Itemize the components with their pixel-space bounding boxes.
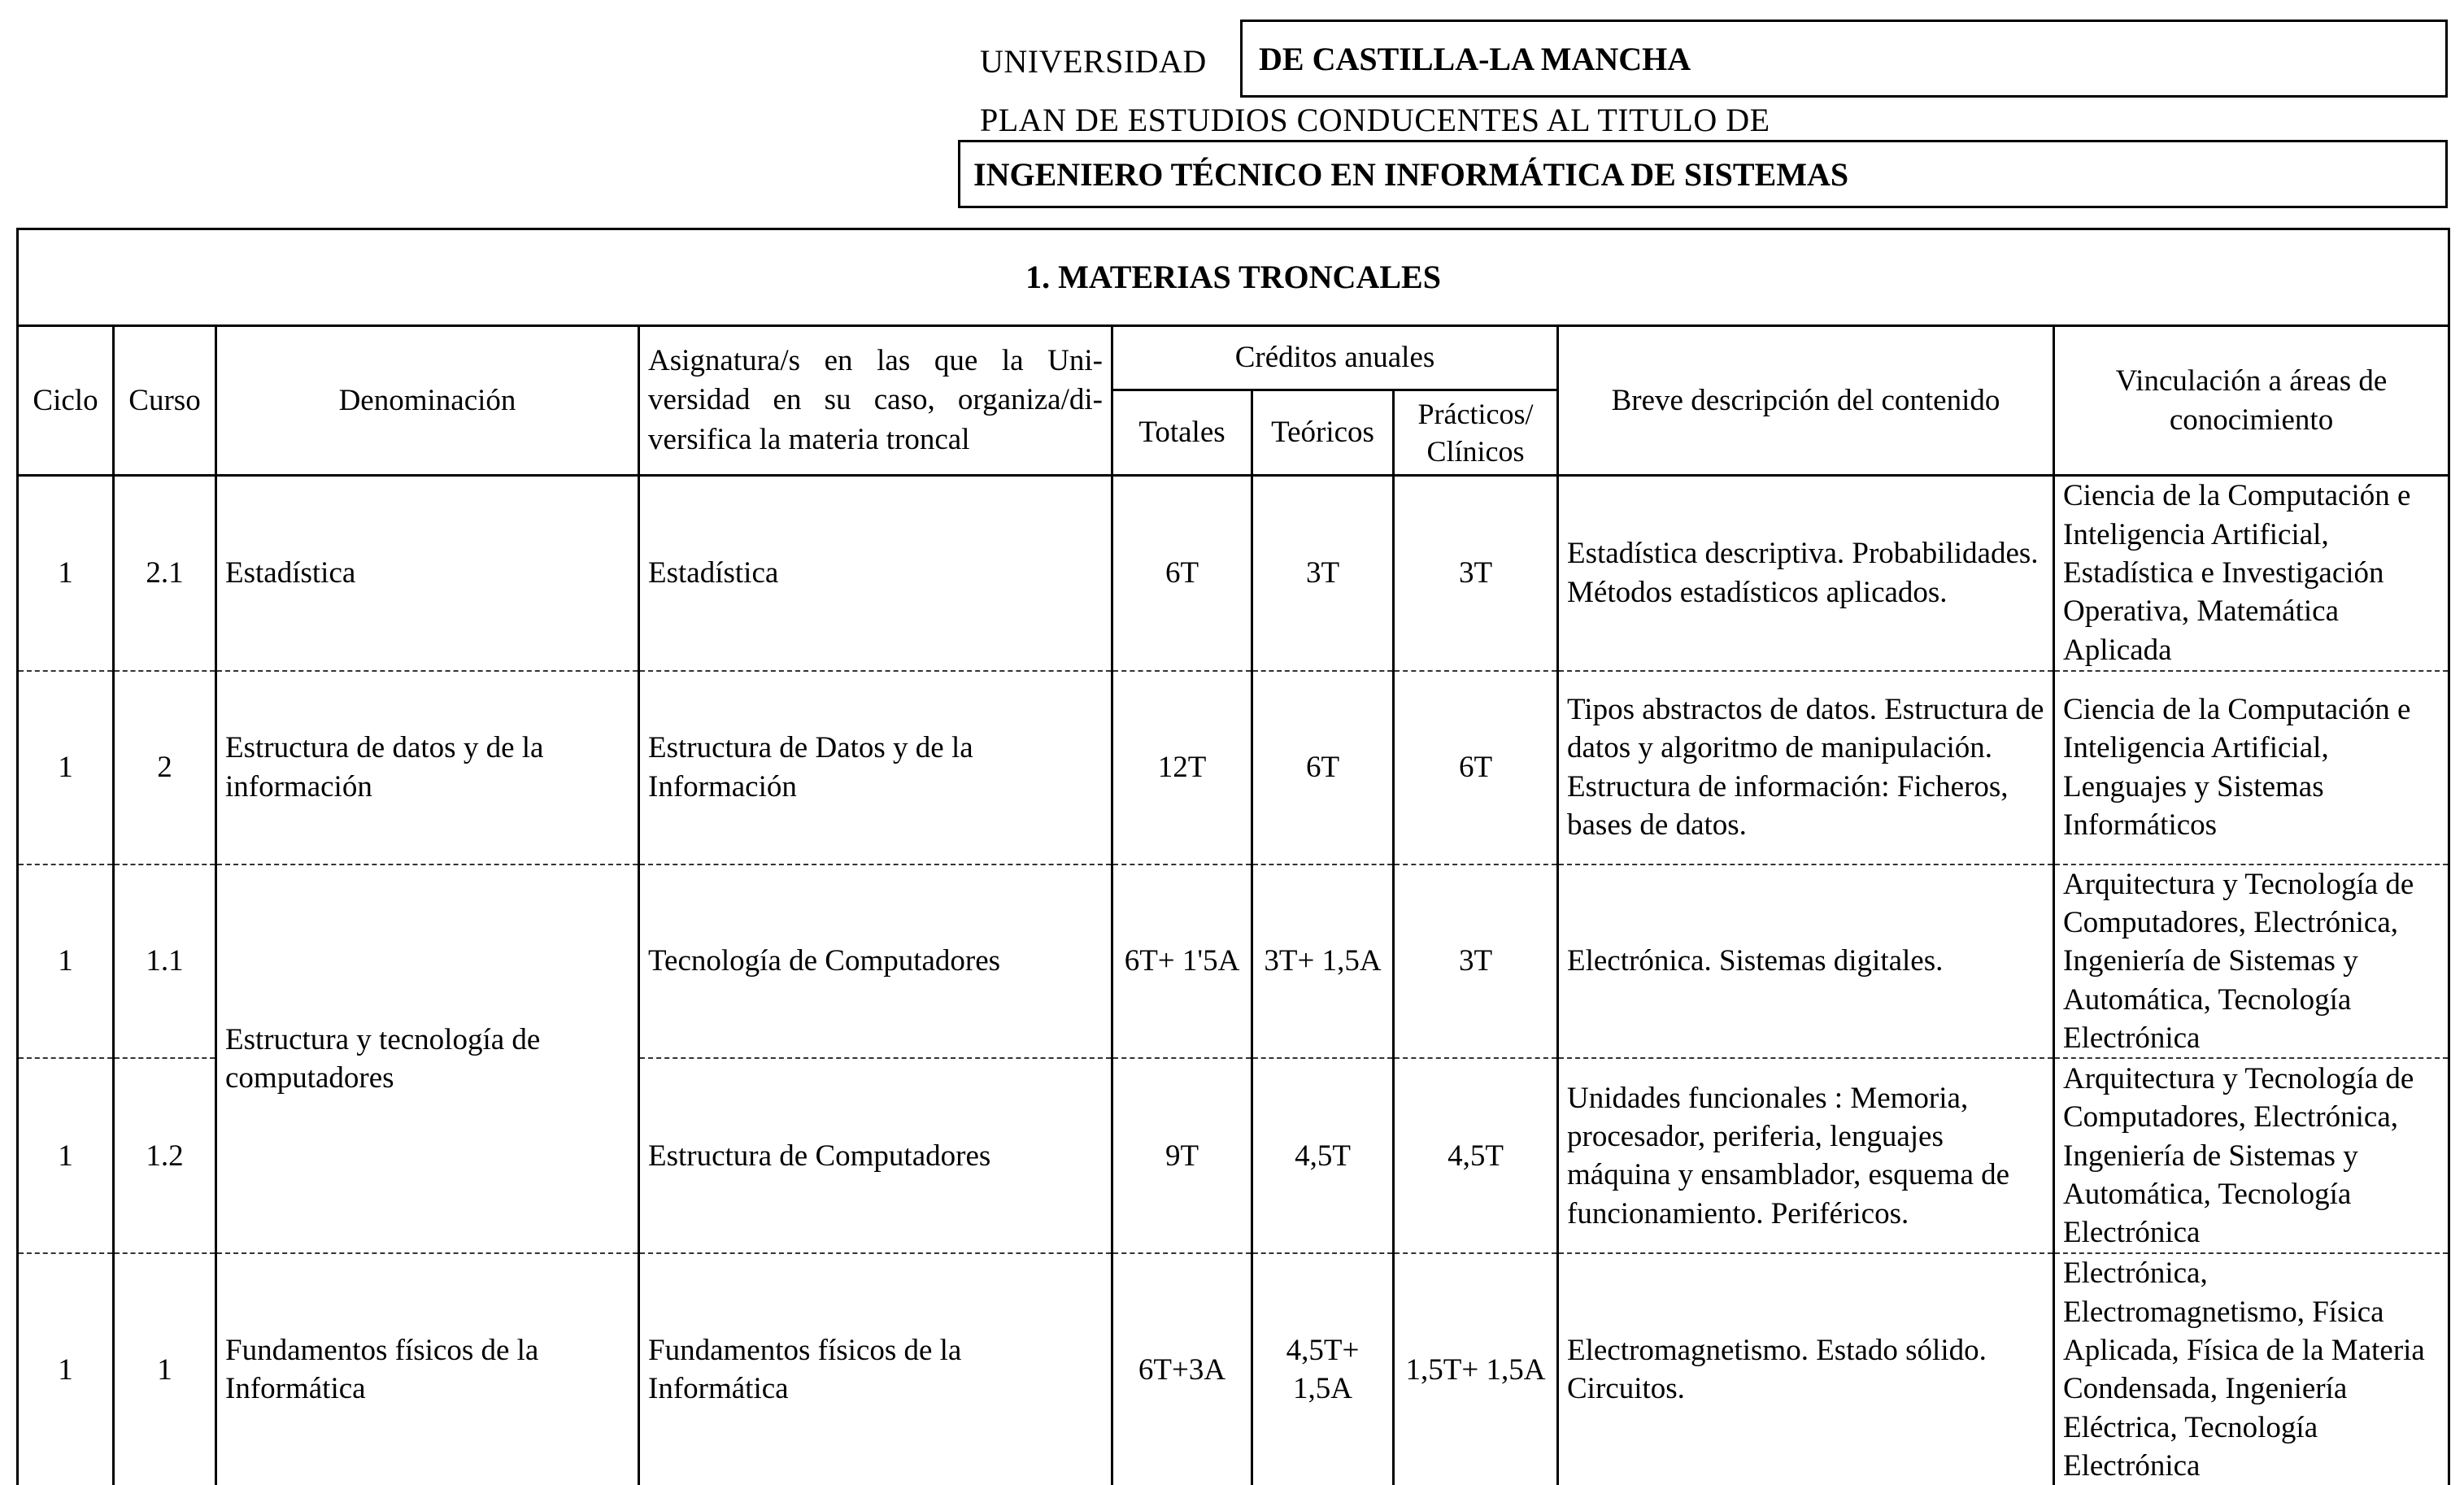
cell-totales: 6T+3A	[1112, 1253, 1252, 1485]
col-totales: Totales	[1112, 390, 1252, 476]
col-curso: Curso	[114, 326, 216, 476]
materias-troncales-table	[16, 228, 2450, 1485]
university-name-box	[1240, 20, 2448, 98]
cell-asignatura: Estructura de Computadores	[639, 1058, 1112, 1253]
col-asignatura-line-3: versifica la materia troncal	[648, 422, 970, 456]
cell-ciclo: 1	[18, 476, 114, 671]
col-teoricos: Teóricos	[1252, 390, 1394, 476]
cell-descripcion: Electromagnetismo. Estado sólido. Circuitos.	[1558, 1253, 2054, 1485]
cell-totales: 12T	[1112, 671, 1252, 864]
degree-title-box	[958, 140, 2448, 208]
cell-vinculacion: Ciencia de la Computación e Inteligencia Artificial, Lenguajes y Sistemas Informáticos	[2054, 671, 2449, 864]
cell-asignatura: Fundamentos físicos de la Informática	[639, 1253, 1112, 1485]
cell-practicos: 3T	[1394, 476, 1558, 671]
table-row	[18, 476, 2449, 671]
cell-curso: 1.2	[114, 1058, 216, 1253]
cell-curso: 1.1	[114, 864, 216, 1059]
col-denominacion: Denominación	[216, 326, 639, 476]
cell-totales: 9T	[1112, 1058, 1252, 1253]
cell-curso: 2	[114, 671, 216, 864]
cell-teoricos: 4,5T+ 1,5A	[1252, 1253, 1394, 1485]
university-label: UNIVERSIDAD	[980, 43, 1207, 80]
cell-practicos: 4,5T	[1394, 1058, 1558, 1253]
table-row	[18, 864, 2449, 1059]
cell-vinculacion: Arquitectura y Tecnología de Computadores, Electrónica, Ingeniería de Sistemas y Automática, Tecnología Electrónica	[2054, 1058, 2449, 1253]
cell-descripcion: Unidades funcionales : Memoria, procesador, periferia, lenguajes máquina y ensamblador, esquema de funcionamiento. Periféricos.	[1558, 1058, 2054, 1253]
cell-practicos: 6T	[1394, 671, 1558, 864]
cell-asignatura: Estadística	[639, 476, 1112, 671]
cell-curso: 1	[114, 1253, 216, 1485]
cell-descripcion: Tipos abstractos de datos. Estructura de datos y algoritmo de manipulación. Estructura de información: Ficheros, bases de datos.	[1558, 671, 2054, 864]
cell-ciclo: 1	[18, 864, 114, 1059]
cell-descripcion: Estadística descriptiva. Probabilidades. Métodos estadísticos aplicados.	[1558, 476, 2054, 671]
col-asignatura	[639, 326, 1112, 476]
col-asignatura-line-2: versidad en su caso, organiza/di-	[648, 383, 1103, 417]
cell-vinculacion: Ciencia de la Computación e Inteligencia Artificial, Estadística e Investigación Operativa, Matemática Aplicada	[2054, 476, 2449, 671]
cell-totales: 6T	[1112, 476, 1252, 671]
university-name: DE CASTILLA-LA MANCHA	[1259, 40, 1691, 77]
cell-asignatura: Tecnología de Computadores	[639, 864, 1112, 1059]
degree-title: INGENIERO TÉCNICO EN INFORMÁTICA DE SISTEMAS	[973, 155, 1849, 193]
cell-descripcion: Electrónica. Sistemas digitales.	[1558, 864, 2054, 1059]
cell-ciclo: 1	[18, 1253, 114, 1485]
cell-denominacion: Estructura y tecnología de computadores	[216, 864, 639, 1254]
table-row	[18, 671, 2449, 864]
cell-totales: 6T+ 1'5A	[1112, 864, 1252, 1059]
col-ciclo: Ciclo	[18, 326, 114, 476]
col-creditos: Créditos anuales	[1112, 326, 1558, 390]
cell-curso: 2.1	[114, 476, 216, 671]
cell-denominacion: Estructura de datos y de la información	[216, 671, 639, 864]
cell-vinculacion: Arquitectura y Tecnología de Computadores, Electrónica, Ingeniería de Sistemas y Automática, Tecnología Electrónica	[2054, 864, 2449, 1059]
cell-ciclo: 1	[18, 1058, 114, 1253]
cell-teoricos: 3T+ 1,5A	[1252, 864, 1394, 1059]
cell-practicos: 3T	[1394, 864, 1558, 1059]
cell-teoricos: 6T	[1252, 671, 1394, 864]
plan-label: PLAN DE ESTUDIOS CONDUCENTES AL TITULO DE	[980, 102, 1770, 138]
cell-denominacion: Estadística	[216, 476, 639, 671]
cell-practicos: 1,5T+ 1,5A	[1394, 1253, 1558, 1485]
table-row	[18, 1253, 2449, 1485]
cell-ciclo: 1	[18, 671, 114, 864]
col-practicos: Prácticos/ Clínicos	[1394, 390, 1558, 476]
cell-vinculacion: Electrónica, Electromagnetismo, Física Aplicada, Física de la Materia Condensada, Ingeniería Eléctrica, Tecnología Electrónica	[2054, 1253, 2449, 1485]
col-vinculacion: Vinculación a áreas de conocimiento	[2054, 326, 2449, 476]
cell-denominacion: Fundamentos físicos de la Informática	[216, 1253, 639, 1485]
cell-asignatura: Estructura de Datos y de la Información	[639, 671, 1112, 864]
cell-teoricos: 3T	[1252, 476, 1394, 671]
cell-teoricos: 4,5T	[1252, 1058, 1394, 1253]
col-descripcion: Breve descripción del contenido	[1558, 326, 2054, 476]
col-asignatura-line-1: Asignatura/s en las que la Uni-	[648, 344, 1103, 378]
section-title: 1. MATERIAS TRONCALES	[18, 229, 2449, 326]
